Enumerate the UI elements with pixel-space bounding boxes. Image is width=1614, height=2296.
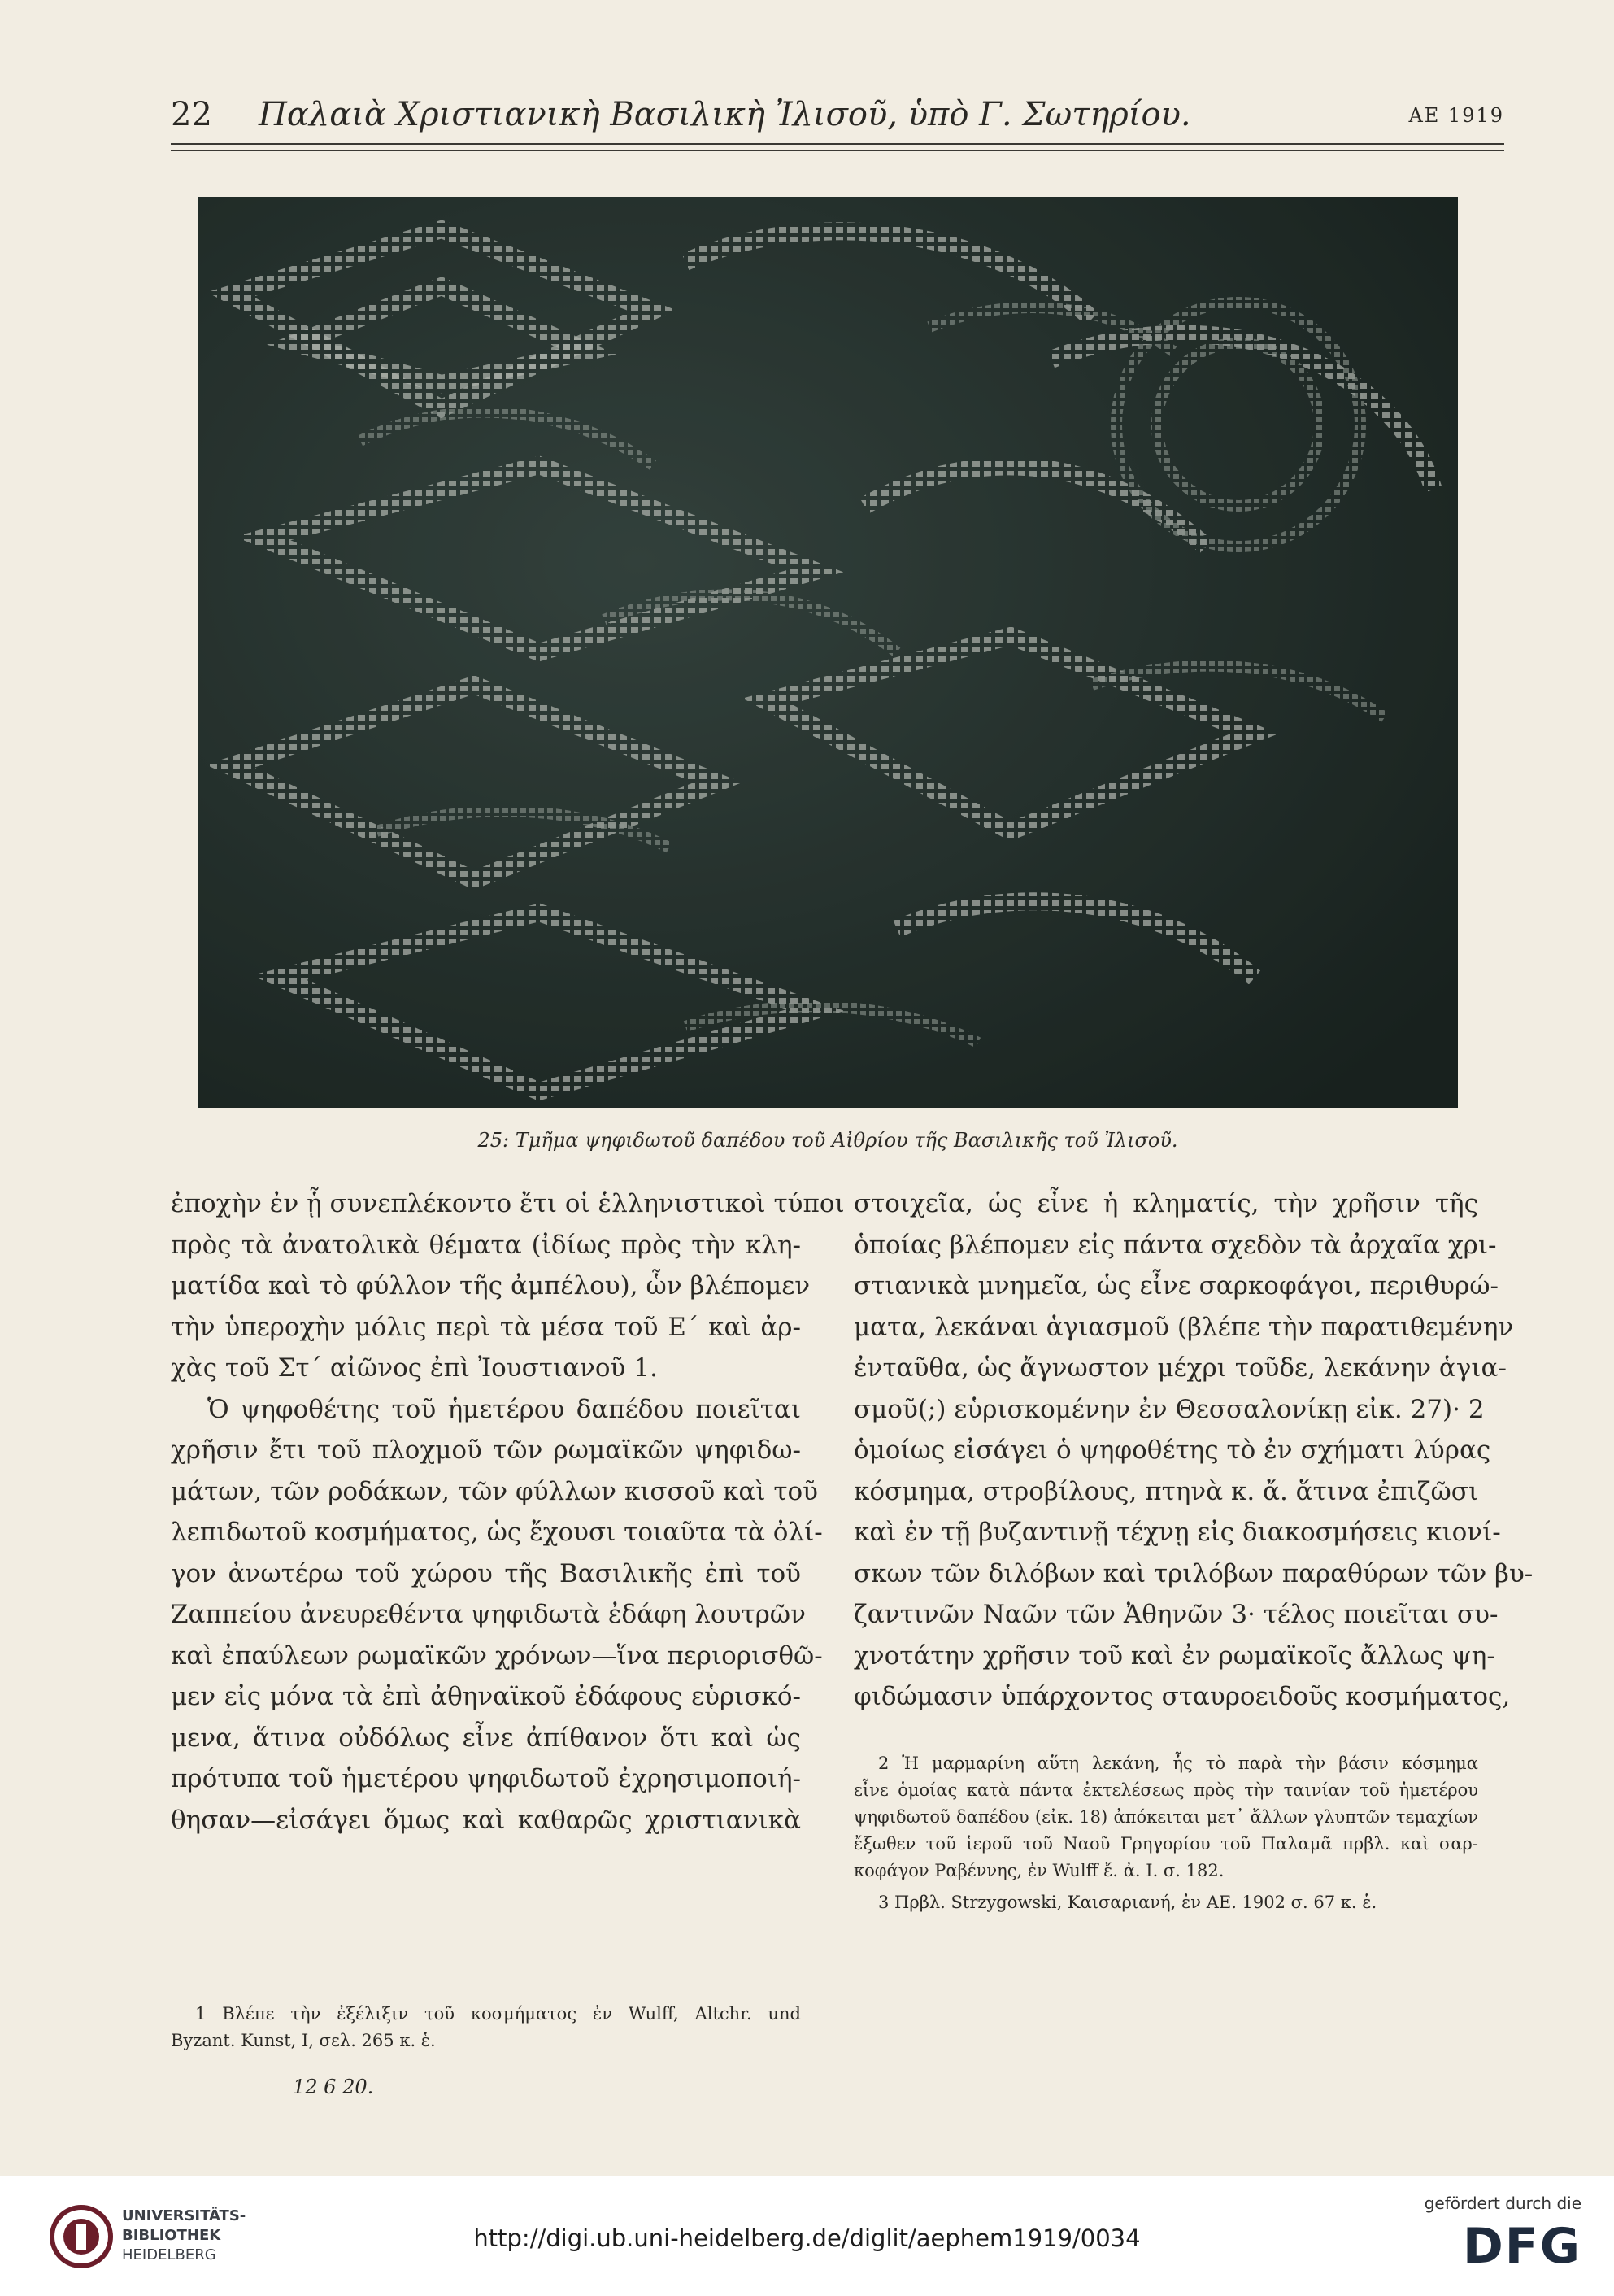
footnote-3	[854, 1889, 1478, 1916]
footnote-line: 2 Ἡ μαρμαρίνη αὕτη λεκάνη, ἧς τὸ παρὰ τὴν βάσιν κόσμημα	[878, 1754, 1478, 1773]
dfg-logo: DFG	[1462, 2218, 1581, 2275]
text-line: τὴν ὑπεροχὴν μόλις περὶ τὰ μέσα τοῦ Ε΄ καὶ ἀρ-	[171, 1312, 801, 1342]
right-paragraph-1	[854, 1183, 1534, 1718]
text-line: ματίδα καὶ τὸ φύλλον τῆς ἀμπέλου), ὧν βλέπομεν	[171, 1271, 811, 1300]
text-line: μεν εἰς μόνα τὰ ἐπὶ ἀθηναϊκοῦ ἐδάφους εὑρισκό-	[171, 1682, 801, 1711]
text-line: ἐποχὴν ἐν ᾗ συνεπλέκοντο ἔτι οἱ ἑλληνιστικοὶ τύποι	[171, 1189, 845, 1218]
text-line: σμοῦ(;) εὑρισκομένην ἐν Θεσσαλονίκῃ εἰκ. 27)· 2	[854, 1394, 1485, 1424]
footnote-line: ψηφιδωτοῦ δαπέδου (εἰκ. 18) ἀπόκειται μετ᾽ ἄλλων γλυπτῶν τεμαχίων	[854, 1807, 1478, 1827]
figure-caption: 25: Τμῆμα ψηφιδωτοῦ δαπέδου τοῦ Αἰθρίου τῆς Βασιλικῆς τοῦ Ἰλισοῦ.	[477, 1129, 1178, 1152]
footnote-line: κοφάγον Ραβέννης, ἐν Wulff ἔ. ἀ. I. σ. 182.	[854, 1861, 1225, 1880]
text-line: θησαν—εἰσάγει ὅμως καὶ καθαρῶς χριστιανικὰ	[171, 1805, 801, 1835]
text-line: πρὸς τὰ ἀνατολικὰ θέματα (ἰδίως πρὸς τὴν κλη-	[171, 1230, 801, 1260]
text-line: ἐνταῦθα, ὡς ἄγνωστον μέχρι τοῦδε, λεκάνην ἁγια-	[854, 1353, 1507, 1383]
text-line: στοιχεῖα, ὡς εἶνε ἡ κληματίς, τὴν χρῆσιν τῆς	[854, 1189, 1478, 1218]
left-footnotes	[171, 2001, 801, 2054]
mosaic-image	[198, 197, 1458, 1108]
source-url-link[interactable]: http://digi.ub.uni-heidelberg.de/diglit/aephem1919/0034	[473, 2224, 1141, 2252]
text-line: πρότυπα τοῦ ἡμετέρου ψηφιδωτοῦ ἐχρησιμοποιή-	[171, 1764, 801, 1793]
text-line: Ὁ ψηφοθέτης τοῦ ἡμετέρου δαπέδου ποιεῖται	[207, 1394, 801, 1424]
text-line: ζαντινῶν Ναῶν τῶν Ἀθηνῶν 3· τέλος ποιεῖται συ-	[854, 1600, 1499, 1629]
volume-reference: ΑΕ 1919	[1408, 104, 1504, 127]
text-line: καὶ ἐπαύλεων ρωμαϊκῶν χρόνων—ἵνα περιορισθῶ-	[171, 1640, 823, 1671]
footnote-2	[854, 1750, 1478, 1884]
footnote-line: Byzant. Kunst, I, σελ. 265 κ. ἑ.	[171, 2031, 436, 2050]
text-line: φιδώμασιν ὑπάρχοντος σταυροειδοῦς κοσμήματος,	[854, 1682, 1511, 1711]
funded-by-label: gefördert durch die	[1424, 2194, 1581, 2213]
footer-bar	[0, 2176, 1614, 2296]
page-number: 22	[171, 96, 212, 133]
right-footnotes	[854, 1750, 1478, 1916]
left-paragraph-2	[171, 1389, 823, 1841]
footnote-line: 1 Βλέπε τὴν ἐξέλιξιν τοῦ κοσμήματος ἐν Wulff, Altchr. und	[195, 2004, 801, 2024]
header-rule	[171, 143, 1504, 151]
library-name-line: UNIVERSITÄTS-	[122, 2207, 246, 2224]
printer-mark: 12 6 20.	[293, 2076, 374, 2098]
text-line: μενα, ἅτινα οὐδόλως εἶνε ἀπίθανον ὅτι καὶ ὡς	[171, 1723, 801, 1753]
text-line: χνοτάτην χρῆσιν τοῦ καὶ ἐν ρωμαϊκοῖς ἄλλως ψη-	[854, 1640, 1495, 1671]
text-line: ὁμοίως εἰσάγει ὁ ψηφοθέτης τὸ ἐν σχήματι λύρας	[854, 1436, 1491, 1465]
footnote-line: εἶνε ὁμοίας κατὰ πάντα ἐκτελέσεως πρὸς τὴν ταινίαν τοῦ ἡμετέρου	[854, 1780, 1478, 1800]
library-name-line: HEIDELBERG	[122, 2246, 216, 2263]
running-title: Παλαιὰ Χριστιανικὴ Βασιλικὴ Ἰλισοῦ, ὑπὸ Γ. Σωτηρίου.	[259, 96, 1191, 133]
text-line: κόσμημα, στροβίλους, πτηνὰ κ. ἄ. ἅτινα ἐπιζῶσι	[854, 1476, 1479, 1506]
text-line: λεπιδωτοῦ κοσμήματος, ὡς ἔχουσι τοιαῦτα τὰ ὀλί-	[171, 1518, 823, 1547]
text-line: καὶ ἐν τῇ βυζαντινῇ τέχνῃ εἰς διακοσμήσεις κιονί-	[854, 1518, 1501, 1547]
text-line: χρῆσιν ἔτι τοῦ πλοχμοῦ τῶν ρωμαϊκῶν ψηφιδω-	[171, 1436, 801, 1465]
text-line: στιανικὰ μνημεῖα, ὡς εἶνε σαρκοφάγοι, περιθυρώ-	[854, 1271, 1499, 1300]
right-column	[854, 1183, 1534, 1718]
text-line: ματα, λεκάναι ἁγιασμοῦ (βλέπε τὴν παρατιθεμένην	[854, 1312, 1514, 1342]
footnote-line: ἔξωθεν τοῦ ἱεροῦ τοῦ Ναοῦ Γρηγορίου τοῦ Παλαμᾶ πρβλ. καὶ σαρ-	[854, 1834, 1478, 1854]
text-line: γον ἀνωτέρω τοῦ χώρου τῆς Βασιλικῆς ἐπὶ τοῦ	[171, 1558, 801, 1588]
library-name-line: BIBLIOTHEK	[122, 2227, 221, 2244]
footnote-1	[171, 2001, 801, 2054]
mosaic-photograph	[198, 197, 1458, 1108]
text-line: ὁποίας βλέπομεν εἰς πάντα σχεδὸν τὰ ἀρχαῖα χρι-	[854, 1230, 1497, 1260]
footnote-line: 3 Πρβλ. Strzygowski, Καισαριανή, ἐν ΑΕ. 1902 σ. 67 κ. ἑ.	[878, 1893, 1377, 1912]
running-head	[171, 96, 1504, 137]
text-line: σκων τῶν διλόβων καὶ τριλόβων παραθύρων τῶν βυ-	[854, 1558, 1534, 1588]
left-paragraph-1	[171, 1183, 845, 1389]
left-column	[171, 1183, 845, 1841]
text-line: χὰς τοῦ Στ΄ αἰῶνος ἐπὶ Ἰουστιανοῦ 1.	[171, 1353, 658, 1383]
text-line: Ζαππείου ἀνευρεθέντα ψηφιδωτὰ ἐδάφη λουτρῶν	[171, 1600, 806, 1629]
text-line: μάτων, τῶν ροδάκων, τῶν φύλλων κισσοῦ καὶ τοῦ	[171, 1476, 819, 1506]
